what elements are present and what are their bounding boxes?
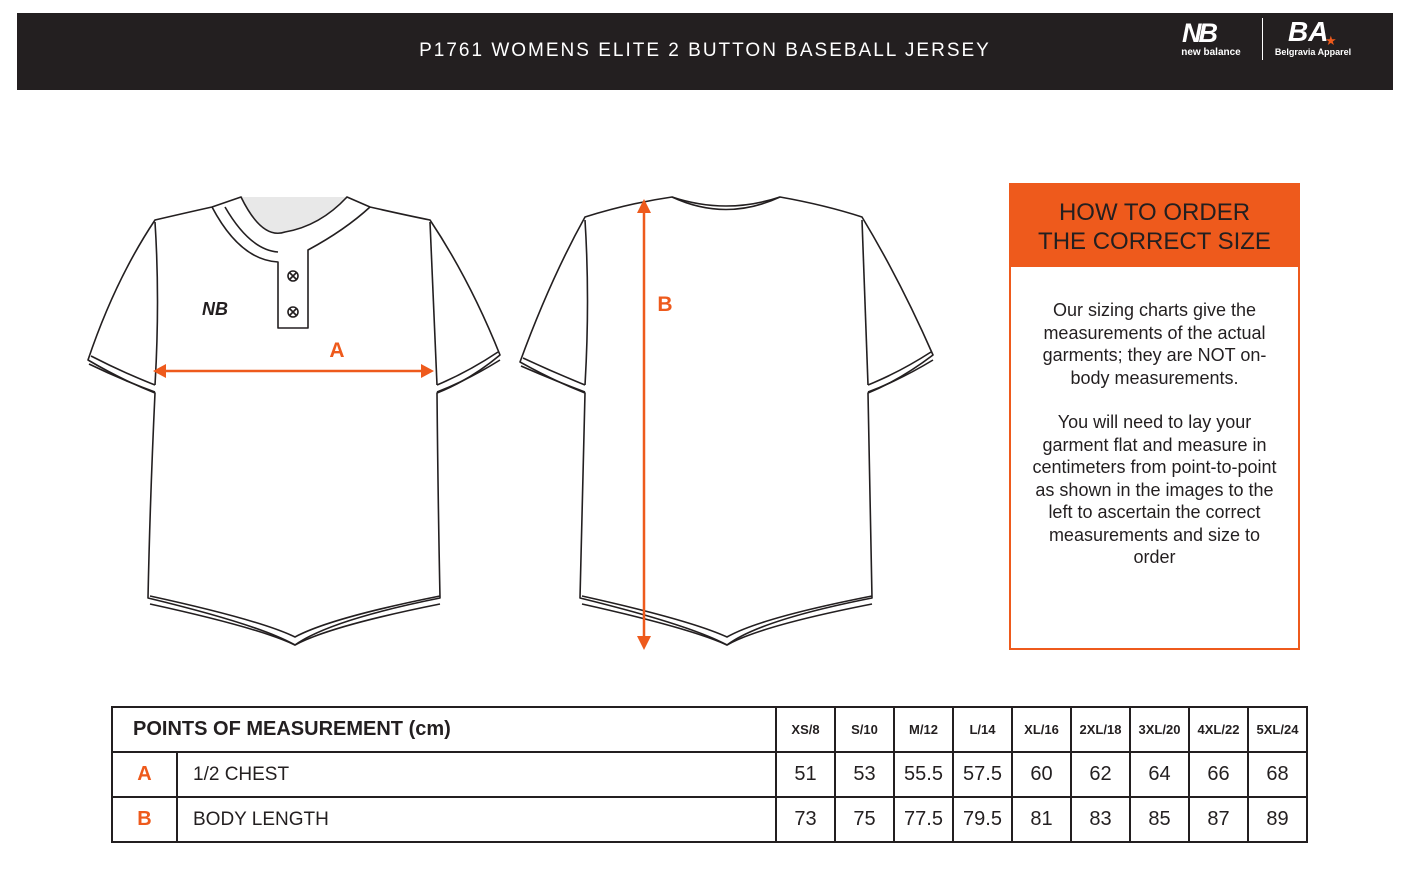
measurement-b-label: B xyxy=(657,293,673,316)
measurement-value: 81 xyxy=(1012,797,1071,842)
jersey-back-illustration xyxy=(520,197,933,645)
measurement-code: A xyxy=(112,752,177,797)
table-header-row xyxy=(112,707,1307,752)
measurement-a-label: A xyxy=(329,339,345,362)
measurement-value: 85 xyxy=(1130,797,1189,842)
table-row xyxy=(112,752,1307,797)
measurement-value: 57.5 xyxy=(953,752,1012,797)
belgravia-logo-mark: BA xyxy=(1288,16,1329,47)
measurement-value: 77.5 xyxy=(894,797,953,842)
measurement-value: 73 xyxy=(776,797,835,842)
jersey-front-illustration xyxy=(88,197,500,645)
size-header: 2XL/18 xyxy=(1071,707,1130,752)
measurement-value: 75 xyxy=(835,797,894,842)
size-header: XS/8 xyxy=(776,707,835,752)
how-to-order-paragraph-2: You will need to lay your garment flat and measure in centimeters from point-to-point as shown in the images to the left to ascertain the correct measurements and size to order xyxy=(1032,412,1277,567)
how-to-order-heading xyxy=(1011,185,1298,267)
measurement-label: 1/2 CHEST xyxy=(177,752,776,797)
measurement-value: 68 xyxy=(1248,752,1307,797)
measurement-code: B xyxy=(112,797,177,842)
measurement-a-arrow xyxy=(153,364,434,378)
measurement-value: 87 xyxy=(1189,797,1248,842)
how-to-order-paragraph-1: Our sizing charts give the measurements of the actual garments; they are NOT on-body measurements. xyxy=(1042,300,1267,388)
size-header: M/12 xyxy=(894,707,953,752)
how-to-order-box xyxy=(1009,183,1300,650)
how-to-order-title-line2: THE CORRECT SIZE xyxy=(1038,228,1271,255)
size-header: L/14 xyxy=(953,707,1012,752)
measurement-b-arrow xyxy=(637,199,651,650)
size-chart-table xyxy=(111,706,1308,843)
measurement-value: 62 xyxy=(1071,752,1130,797)
size-header: XL/16 xyxy=(1012,707,1071,752)
measurement-value: 55.5 xyxy=(894,752,953,797)
new-balance-logo-text: new balance xyxy=(1181,47,1241,58)
measurement-value: 60 xyxy=(1012,752,1071,797)
measurement-value: 83 xyxy=(1071,797,1130,842)
measurement-label: BODY LENGTH xyxy=(177,797,776,842)
measurement-value: 64 xyxy=(1130,752,1189,797)
table-row xyxy=(112,797,1307,842)
measurement-value: 79.5 xyxy=(953,797,1012,842)
new-balance-logo-mark: NB xyxy=(1182,18,1215,48)
points-of-measurement-header: POINTS OF MEASUREMENT (cm) xyxy=(112,707,776,752)
size-header: 4XL/22 xyxy=(1189,707,1248,752)
measurement-value: 66 xyxy=(1189,752,1248,797)
size-header: S/10 xyxy=(835,707,894,752)
belgravia-logo-text: Belgravia Apparel xyxy=(1274,47,1352,57)
how-to-order-title-line1: HOW TO ORDER xyxy=(1058,199,1251,226)
new-balance-chest-icon: NB xyxy=(202,299,228,319)
measurement-value: 51 xyxy=(776,752,835,797)
size-header: 3XL/20 xyxy=(1130,707,1189,752)
star-icon: ★ xyxy=(1325,33,1337,48)
measurement-value: 89 xyxy=(1248,797,1307,842)
measurement-value: 53 xyxy=(835,752,894,797)
size-header: 5XL/24 xyxy=(1248,707,1307,752)
page-title: P1761 WOMENS ELITE 2 BUTTON BASEBALL JERSEY xyxy=(419,40,991,61)
how-to-order-body xyxy=(1011,267,1298,569)
